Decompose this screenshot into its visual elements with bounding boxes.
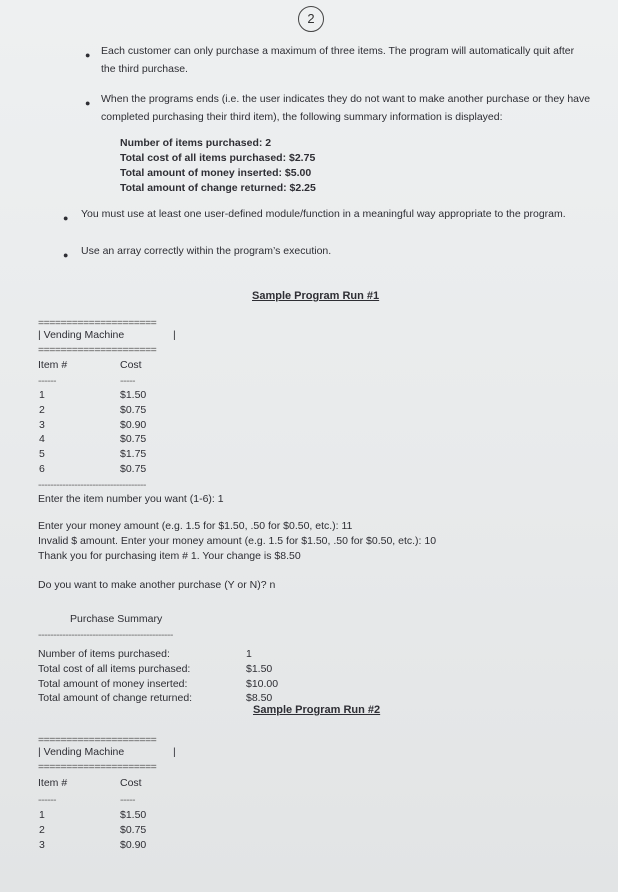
bullet-dot-icon: ● [85, 98, 91, 108]
item-number: 6 [39, 462, 45, 475]
column-header-item: Item # [38, 359, 68, 371]
machine-border-bottom: ===================== [38, 761, 157, 773]
summary-example-line: Number of items purchased: 2 [120, 137, 272, 149]
item-number-list [39, 388, 45, 477]
item-cost: $0.75 [120, 823, 147, 836]
machine-border-top: ===================== [38, 317, 157, 329]
item-cost: $0.90 [120, 418, 147, 431]
item-cost: $0.75 [120, 433, 147, 446]
machine-title: | Vending Machine [38, 746, 125, 758]
sample-run-2-title: Sample Program Run #2 [253, 704, 381, 716]
purchase-summary-values [246, 647, 278, 706]
machine-border-top: ===================== [38, 734, 157, 746]
item-number: 1 [39, 389, 45, 401]
item-number: 2 [39, 823, 45, 836]
bullet-text-4: Use an array correctly within the program’s execution. [81, 245, 332, 257]
invalid-money-line: Invalid $ amount. Enter your money amount (e.g. 1.5 for $1.50, .50 for $0.50, etc.): 10 [38, 535, 437, 547]
column-header-cost: Cost [120, 777, 142, 789]
summary-value: $10.00 [246, 677, 279, 690]
summary-example [120, 136, 316, 196]
item-number: 1 [39, 809, 45, 821]
cost-dash-line: ----- [120, 794, 135, 806]
summary-label: Total amount of money inserted: [38, 677, 188, 690]
machine-title-right-bar: | [173, 746, 176, 758]
purchase-summary-heading: Purchase Summary [70, 613, 163, 625]
item-dash-line: ------ [38, 794, 56, 806]
summary-label: Total cost of all items purchased: [38, 662, 191, 675]
summary-example-line: Total amount of money inserted: $5.00 [120, 167, 312, 179]
bullet-dot-icon: ● [63, 250, 69, 260]
summary-value: $8.50 [246, 692, 273, 705]
menu-rule: ------------------------------------ [38, 479, 146, 491]
summary-example-line: Total amount of change returned: $2.25 [120, 182, 316, 194]
item-cost: $0.75 [120, 462, 147, 475]
another-purchase-prompt: Do you want to make another purchase (Y or N)? n [38, 579, 276, 591]
purchase-summary-rule: --------------------------------------------- [38, 629, 173, 641]
machine-title: | Vending Machine [38, 329, 125, 341]
bullet-dot-icon: ● [63, 213, 69, 223]
item-number: 5 [39, 448, 45, 461]
item-number: 3 [39, 838, 45, 851]
summary-value: 1 [246, 648, 252, 660]
machine-title-right-bar: | [173, 329, 176, 341]
summary-label: Total amount of change returned: [38, 692, 193, 705]
item-cost: $0.90 [120, 838, 147, 851]
column-header-cost: Cost [120, 359, 142, 371]
bullet-text-2: When the programs ends (i.e. the user indicates they do not want to make another purchase or they have completed purchasing their third item), the following summary information is displayed: [101, 93, 591, 123]
item-cost-list [120, 388, 146, 477]
item-cost: $1.50 [120, 809, 147, 821]
item-cost: $1.50 [120, 389, 147, 401]
summary-label: Number of items purchased: [38, 648, 170, 660]
bullet-dot-icon: ● [85, 50, 91, 60]
item-number: 4 [39, 433, 45, 446]
column-header-item: Item # [38, 777, 68, 789]
prompt-item-number: Enter the item number you want (1-6): 1 [38, 493, 224, 505]
item-number-list [39, 808, 45, 852]
thank-you-line: Thank you for purchasing item # 1. Your change is $8.50 [38, 550, 301, 562]
machine-border-bottom: ===================== [38, 344, 157, 356]
cost-dash-line: ----- [120, 375, 135, 387]
item-cost: $0.75 [120, 403, 147, 416]
summary-value: $1.50 [246, 662, 273, 675]
page-number: 2 [298, 6, 324, 32]
item-dash-line: ------ [38, 375, 56, 387]
item-cost: $1.75 [120, 448, 147, 461]
summary-example-line: Total cost of all items purchased: $2.75 [120, 152, 316, 164]
sample-run-1-title: Sample Program Run #1 [252, 290, 380, 302]
item-number: 3 [39, 418, 45, 431]
bullet-text-3: You must use at least one user-defined module/function in a meaningful way appropriate to the program. [81, 208, 566, 220]
purchase-summary-labels [38, 647, 192, 706]
money-prompt-line: Enter your money amount (e.g. 1.5 for $1.50, .50 for $0.50, etc.): 11 [38, 520, 353, 532]
item-cost-list [120, 808, 146, 852]
bullet-text-1: Each customer can only purchase a maximum of three items. The program will automatically quit after the third purchase. [101, 45, 575, 75]
item-number: 2 [39, 403, 45, 416]
